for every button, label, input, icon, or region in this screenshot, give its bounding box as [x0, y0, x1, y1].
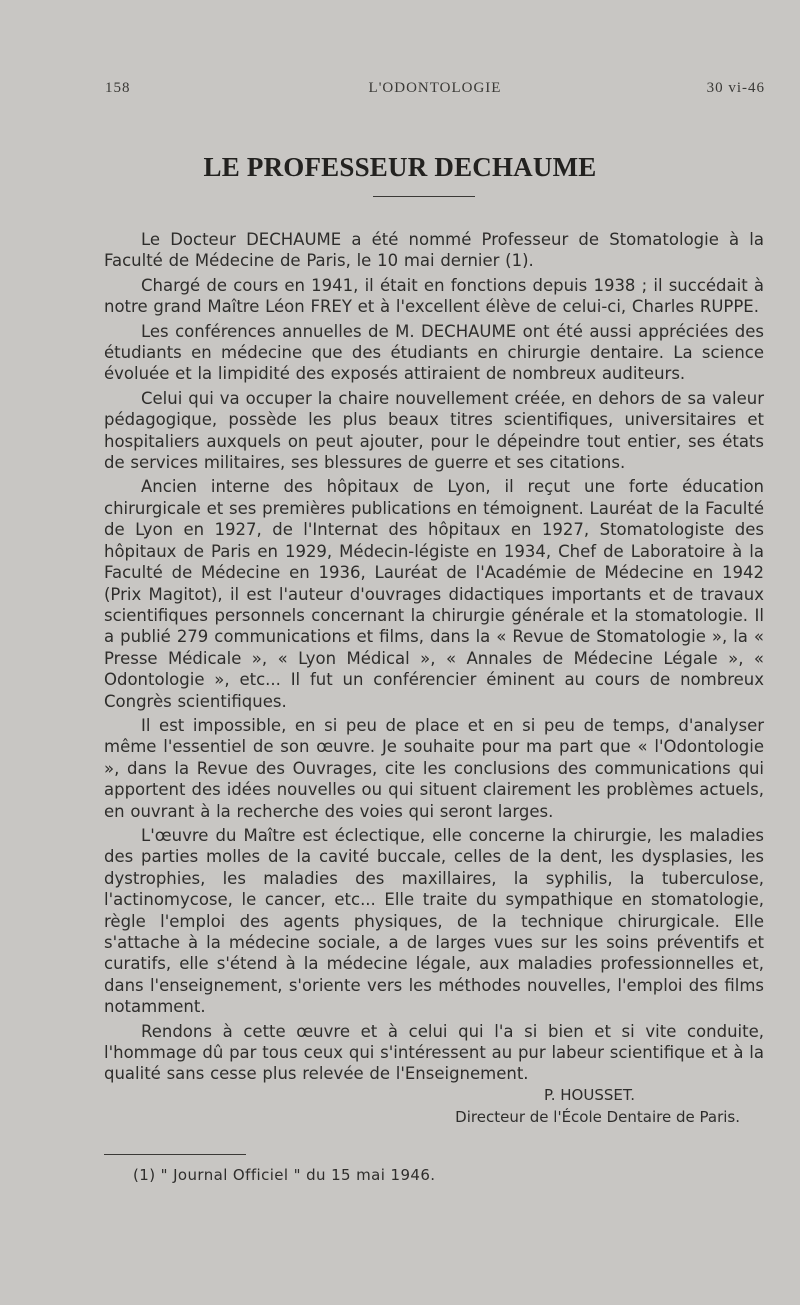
- paragraph: Rendons à cette œuvre et à celui qui l'a si bien et si vite conduite, l'hommage dû par tous ceux qui s'intéressent au pur labeur scientifique et à la qualité sans cesse plus relevée de l'Enseignement.: [104, 1021, 764, 1084]
- article-body: [104, 229, 764, 1088]
- signature-role: Directeur de l'École Dentaire de Paris.: [455, 1108, 740, 1126]
- paragraph: Il est impossible, en si peu de place et en si peu de temps, d'analyser même l'essentiel de son œuvre. Je souhaite pour ma part que « l'Odontologie », dans la Revue des Ouvrages, cite les conclusions des communications qui apportent des idées nouvelles ou qui situent clairement les problèmes actuels, en ouvrant à la recherche des voies qui seront larges.: [104, 715, 764, 821]
- paragraph: Chargé de cours en 1941, il était en fonctions depuis 1938 ; il succédait à notre grand Maître Léon FREY et à l'excellent élève de celui-ci, Charles RUPPE.: [104, 275, 764, 317]
- page-number: 158: [105, 80, 131, 96]
- footnote: (1) " Journal Officiel " du 15 mai 1946.: [133, 1166, 436, 1184]
- paragraph: Celui qui va occuper la chaire nouvellement créée, en dehors de sa valeur pédagogique, possède les plus beaux titres scientifiques, universitaires et hospitaliers auxquels on peut ajouter, pour le dépeindre tout entier, ses états de services militaires, ses blessures de guerre et ses citations.: [104, 388, 764, 473]
- footnote-divider: [104, 1154, 246, 1155]
- signature-name: P. HOUSSET.: [544, 1086, 635, 1104]
- signature-block: [104, 1084, 740, 1128]
- paragraph: L'œuvre du Maître est éclectique, elle concerne la chirurgie, les maladies des parties molles de la cavité buccale, celles de la dent, les dysplasies, les dystrophies, les maladies des maxillaires, la syphilis, la tuberculose, l'actinomycose, le cancer, etc... Elle traite du sympathique en stomatologie, règle l'emploi des agents physiques, de la technique chirurgicale. Elle s'attache à la médecine sociale, a de larges vues sur les soins préventifs et curatifs, elle s'étend à la médecine légale, aux maladies professionnelles et, dans l'enseignement, s'oriente vers les méthodes nouvelles, l'emploi des films notamment.: [104, 825, 764, 1017]
- article-title: LE PROFESSEUR DECHAUME: [203, 152, 597, 182]
- issue-date: 30 vi-46: [706, 80, 765, 96]
- paragraph: Les conférences annuelles de M. DECHAUME ont été aussi appréciées des étudiants en médecine que des étudiants en chirurgie dentaire. La science évoluée et la limpidité des exposés attiraient de nombreux auditeurs.: [104, 321, 764, 384]
- paragraph: Ancien interne des hôpitaux de Lyon, il reçut une forte éducation chirurgicale et ses premières publications en témoignent. Lauréat de la Faculté de Lyon en 1927, de l'Internat des hôpitaux en 1927, Stomatologiste des hôpitaux de Paris en 1929, Médecin-légiste en 1934, Chef de Laboratoire à la Faculté de Médecine en 1936, Lauréat de l'Académie de Médecine en 1942 (Prix Magitot), il est l'auteur d'ouvrages didactiques importants et de travaux scientifiques personnels concernant la chirurgie générale et la stomatologie. Il a publié 279 communications et films, dans la « Revue de Stomatologie », la « Presse Médicale », « Lyon Médical », « Annales de Médecine Légale », « Odontologie », etc... Il fut un conférencier éminent au cours de nombreux Congrès scientifiques.: [104, 477, 764, 711]
- journal-title: L'ODONTOLOGIE: [368, 80, 502, 96]
- paragraph: Le Docteur DECHAUME a été nommé Professeur de Stomatologie à la Faculté de Médecine de Paris, le 10 mai dernier (1).: [104, 230, 764, 271]
- title-divider: [373, 196, 475, 197]
